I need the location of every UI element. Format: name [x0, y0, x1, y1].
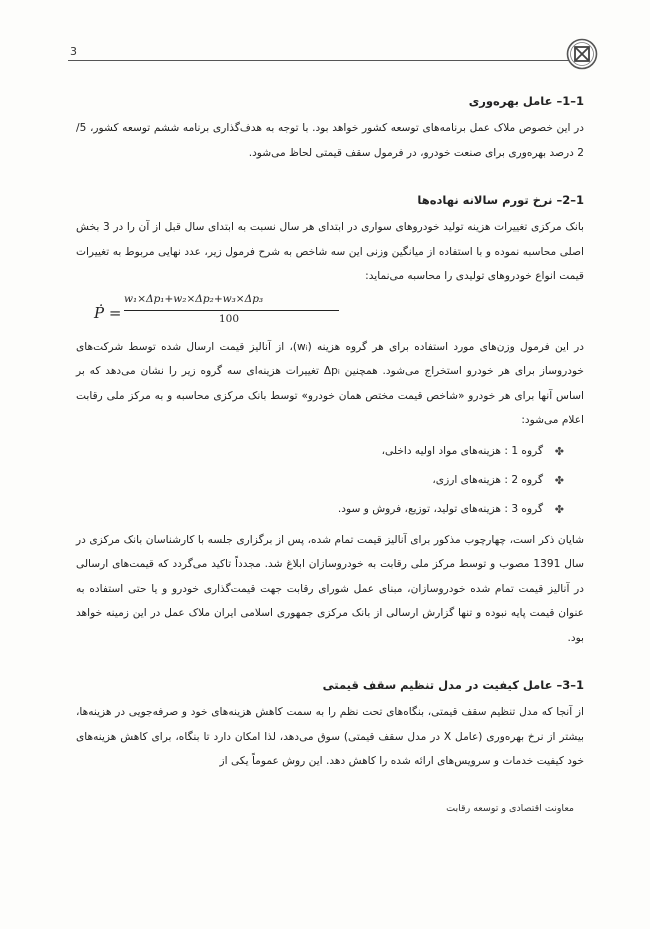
formula-fraction-bar [124, 310, 339, 311]
fleur-bullet-icon: ✤ [554, 444, 564, 458]
section-heading-quality: 1–3– عامل کیفیت در مدل تنظیم سقف قیمتی [322, 678, 584, 692]
list-item: ✤ گروه 1 : هزینه‌های مواد اولیه داخلی، [381, 444, 564, 458]
emblem-icon [566, 38, 598, 70]
formula-lhs: Ṗ = [94, 303, 122, 322]
main-content [76, 92, 584, 774]
fleur-bullet-icon: ✤ [554, 502, 564, 516]
list-item: ✤ گروه 3 : هزینه‌های تولید، توزیع، فروش و سود. [337, 502, 564, 516]
paragraph-productivity: در این خصوص ملاک عمل برنامه‌های توسعه کشور خواهد بود. با توجه به هدف‌گذاری برنامه ششم توسعه کشور، 5/ 2 درصد بهره‌وری برای صنعت خودرو، در فرمول سقف قیمتی لحاظ می‌شود. [76, 122, 584, 159]
fleur-bullet-icon: ✤ [554, 473, 564, 487]
paragraph-inflation-note: شایان ذکر است، چهارچوب مذکور برای آنالیز قیمت تمام شده، پس از برگزاری جلسه با کارشناسان بانک مرکزی در سال 1391 مصوب و توسط مرکز ملی رقابت به خودروسازان ابلاغ شد. مجدداً تاکید می‌گردد که قیمت‌های ارسالی در آنالیز قیمت تمام شده خودروسازان، مبنای عمل شورای رقابت جهت قیمت‌گذاری خودرو و یا حتی استفاده به عنوان قیمت پایه نبوده و تنها گزارش ارسالی از بانک مرکزی جمهوری اسلامی ایران ملاک عمل در این زمینه خواهد بود. [76, 533, 584, 644]
paragraph-inflation-weights: در این فرمول وزن‌های مورد استفاده برای هر گروه هزینه (wᵢ)، از آنالیز قیمت ارسال شده توسط شرکت‌های خودروساز برای هر خودرو استخراج می‌شود. همچنین Δpᵢ تغییرات هزینه‌ای سه گروه زیر را نشان می‌دهد که بر اساس آنها برای هر خودرو «شاخص قیمت مختص همان خودرو» توسط بانک مرکزی محاسبه و به مرکز ملی رقابت اعلام می‌شود: [76, 340, 584, 426]
price-index-formula [86, 293, 584, 333]
paragraph-inflation-intro: بانک مرکزی تغییرات هزینه تولید خودروهای سواری در ابتدای هر سال نسبت به ابتدای سال قبل از آن را در 3 بخش اصلی محاسبه نموده و با استفاده از میانگین وزنی این سه شاخص به شرح فرمول زیر، عدد نهایی مربوط به تغییرات قیمت انواع خودروهای تولیدی را محاسبه می‌نماید: [76, 221, 584, 282]
paragraph-quality: از آنجا که مدل تنظیم سقف قیمتی، بنگاه‌های تحت نظم را به سمت کاهش هزینه‌های خود و صرفه‌جویی در هزینه‌ها، بیشتر از نرخ بهره‌وری (عامل X در مدل سقف قیمتی) سوق می‌دهد، لذا امکان دارد تا بنگاه، برای کاهش هزینه‌های خود کیفیت خدمات و سرویس‌های ارائه شده را کاهش دهد. این روش عموماً یکی از [76, 706, 585, 767]
list-item: ✤ گروه 2 : هزینه‌های ارزی، [432, 473, 564, 487]
footer-department: معاونت اقتصادی و توسعه رقابت [446, 803, 574, 814]
formula-denominator: 100 [219, 312, 240, 325]
cost-groups-list [76, 437, 584, 524]
section-heading-productivity: 1–1– عامل بهره‌وری [468, 94, 584, 108]
section-heading-inflation: 1–2– نرخ تورم سالانه نهاده‌ها [417, 193, 584, 207]
header-rule [68, 44, 578, 61]
formula-numerator: w₁×Δp₁+w₂×Δp₂+w₃×Δp₃ [124, 292, 264, 305]
page-number: 3 [70, 45, 77, 58]
